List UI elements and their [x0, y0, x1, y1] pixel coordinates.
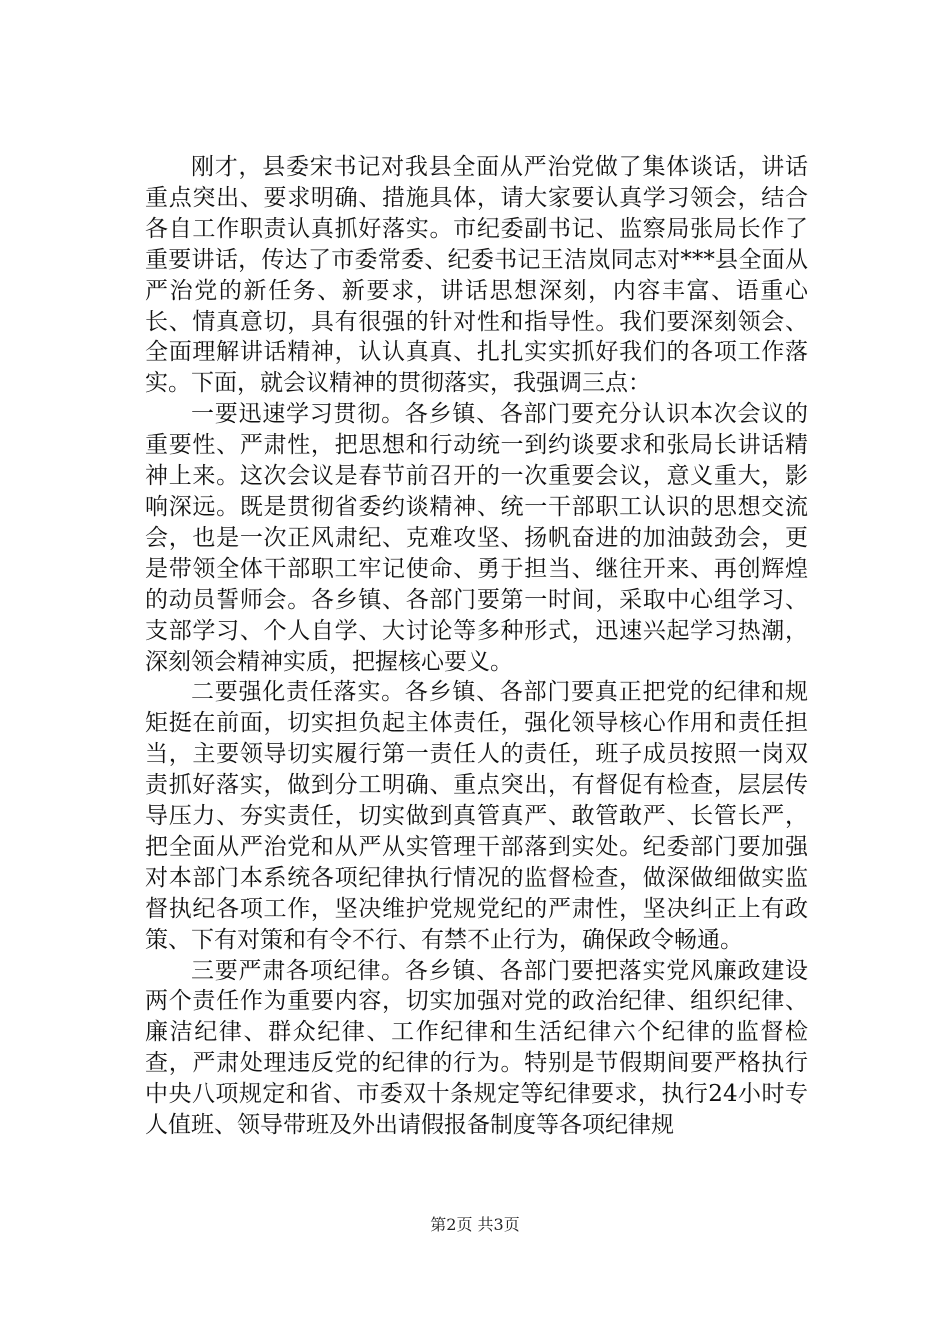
- paragraph-point-one: 一要迅速学习贯彻。各乡镇、各部门要充分认识本次会议的重要性、严肃性，把思想和行动统一到约谈要求和张局长讲话精神上来。这次会议是春节前召开的一次重要会议，意义重大，影响深远。既是贯彻省委约谈精神、统一干部职工认识的思想交流会，也是一次正风肃纪、克难攻坚、扬帆奋进的加油鼓劲会，更是带领全体干部职工牢记使命、勇于担当、继往开来、再创辉煌的动员誓师会。各乡镇、各部门要第一时间，采取中心组学习、支部学习、个人自学、大讨论等多种形式，迅速兴起学习热潮，深刻领会精神实质，把握核心要义。: [145, 401, 808, 675]
- page-number-label: 第2页 共3页: [430, 1215, 520, 1234]
- paragraph-point-two: 二要强化责任落实。各乡镇、各部门要真正把党的纪律和规矩挺在前面，切实担负起主体责任，强化领导核心作用和责任担当，主要领导切实履行第一责任人的责任，班子成员按照一岗双责抓好落实，做到分工明确、重点突出，有督促有检查，层层传导压力、夯实责任，切实做到真管真严、敢管敢严、长管长严，把全面从严治党和从严从实管理干部落到实处。纪委部门要加强对本部门本系统各项纪律执行情况的监督检查，做深做细做实监督执纪各项工作，坚决维护党规党纪的严肃性，坚决纠正上有政策、下有对策和有令不行、有禁不止行为，确保政令畅通。: [145, 679, 808, 953]
- document-body: [145, 152, 808, 1141]
- paragraph-point-three: 三要严肃各项纪律。各乡镇、各部门要把落实党风廉政建设两个责任作为重要内容，切实加强对党的政治纪律、组织纪律、廉洁纪律、群众纪律、工作纪律和生活纪律六个纪律的监督检查，严肃处理违反党的纪律的行为。特别是节假期间要严格执行中央八项规定和省、市委双十条规定等纪律要求，执行24小时专人值班、领导带班及外出请假报备制度等各项纪律规: [145, 957, 808, 1139]
- paragraph-intro: 刚才，县委宋书记对我县全面从严治党做了集体谈话，讲话重点突出、要求明确、措施具体，请大家要认真学习领会，结合各自工作职责认真抓好落实。市纪委副书记、监察局张局长作了重要讲话，传达了市委常委、纪委书记王洁岚同志对***县全面从严治党的新任务、新要求，讲话思想深刻，内容丰富、语重心长、情真意切，具有很强的针对性和指导性。我们要深刻领会、全面理解讲话精神，认认真真、扎扎实实抓好我们的各项工作落实。下面，就会议精神的贯彻落实，我强调三点：: [145, 154, 808, 397]
- page-footer: [0, 1215, 950, 1235]
